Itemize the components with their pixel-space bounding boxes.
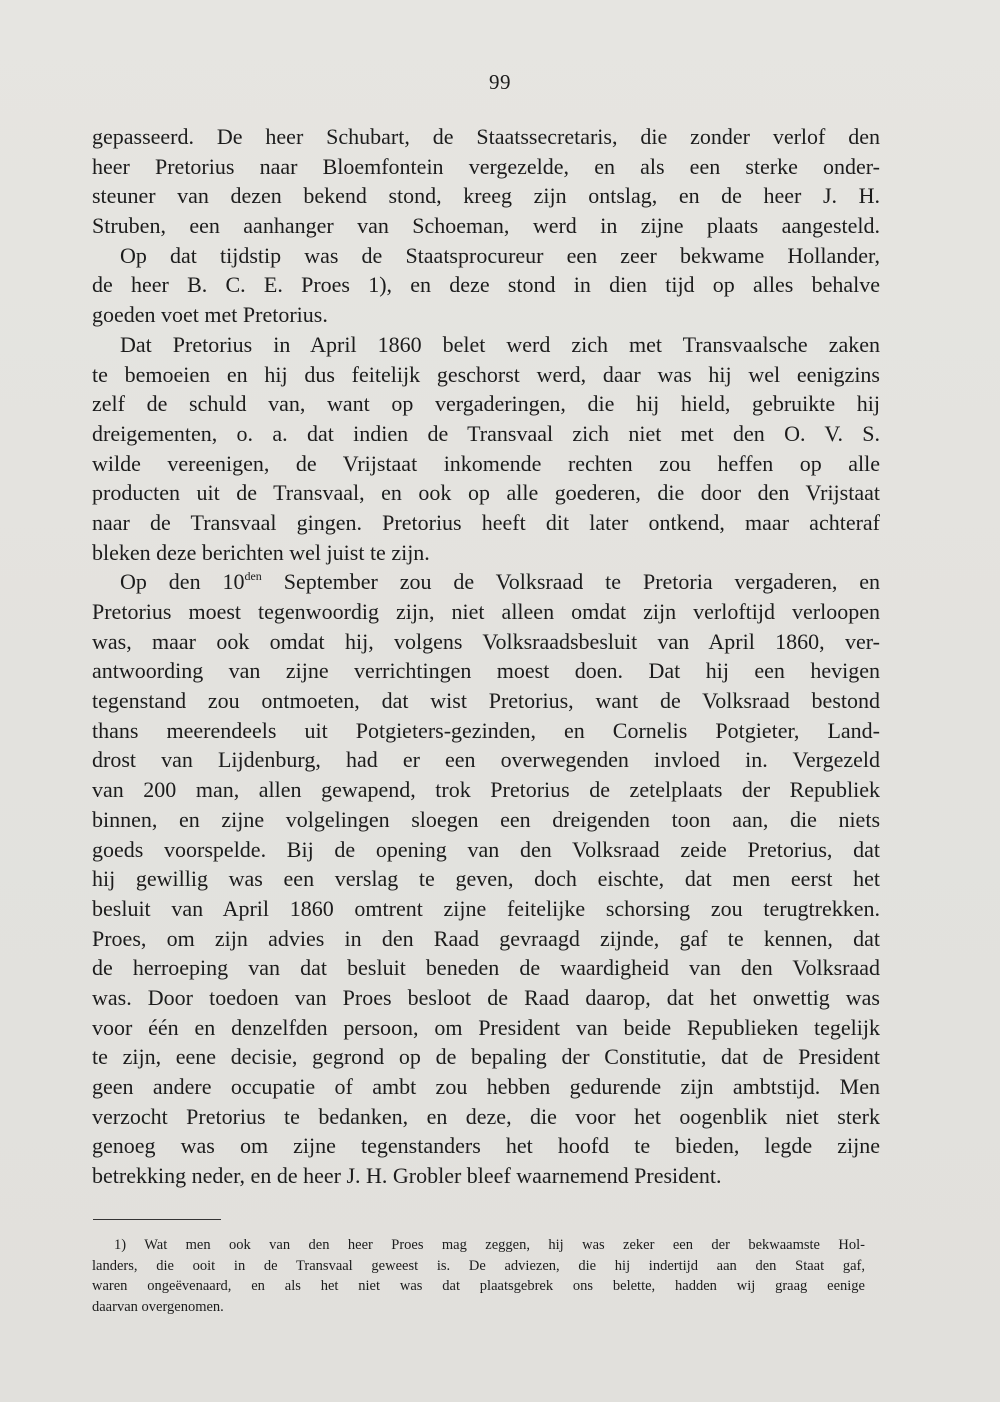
text-line: zelf de schuld van, want op vergaderingen, die hij hield, gebruikte hij [92, 391, 880, 417]
text-line: de heer B. C. E. Proes 1), en deze stond in dien tijd op alles behalve [92, 272, 880, 298]
text-line: tegenstand zou ontmoeten, dat wist Pretorius, want de Volksraad bestond [92, 688, 880, 714]
text-line: besluit van April 1860 omtrent zijne feitelijke schorsing zou terugtrekken. [92, 895, 880, 921]
paragraph-start-line [92, 567, 880, 597]
paragraph-start-line: Op dat tijdstip was de Staatsprocureur een zeer bekwame Hollander, [120, 242, 880, 268]
text-line: antwoording van zijne verrichtingen moest doen. Dat hij een hevigen [92, 658, 880, 684]
text-line: hij gewillig was een verslag te geven, doch eischte, dat men eerst het [92, 866, 880, 892]
paragraph-end-line: bleken deze berichten wel juist te zijn. [92, 539, 430, 565]
text-line: voor één en denzelfden persoon, om President van beide Republieken tegelijk [92, 1014, 880, 1040]
ordinal-superscript: den [244, 569, 262, 584]
text-line: was. Door toedoen van Proes besloot de Raad daarop, dat het onwettig was [92, 984, 880, 1010]
paragraph-end-line: betrekking neder, en de heer J. H. Grobler bleef waarnemend President. [92, 1163, 722, 1189]
body-text [92, 122, 880, 1191]
text-line: van 200 man, allen gewapend, trok Pretorius de zetelplaats der Republiek [92, 777, 880, 803]
text-line: te zijn, eene decisie, gegrond op de bepaling der Constitutie, dat de President [92, 1044, 880, 1070]
text-line: geen andere occupatie of ambt zou hebben gedurende zijn ambtstijd. Men [92, 1074, 880, 1099]
text-line: goeds voorspelde. Bij de opening van den Volksraad zeide Pretorius, dat [92, 836, 880, 862]
footnote-line: waren ongeëvenaard, en als het niet was dat plaatsgebrek ons belette, hadden wij graag eenige [92, 1278, 865, 1294]
footnote-line: 1) Wat men ook van den heer Proes mag zeggen, hij was zeker een der bekwaamste Hol- [114, 1237, 865, 1253]
text-line: Struben, een aanhanger van Schoeman, werd in zijne plaats aangesteld. [92, 213, 880, 239]
text-line: gepasseerd. De heer Schubart, de Staatssecretaris, die zonder verlof den [92, 124, 880, 149]
text-line: drost van Lijdenburg, had er een overwegenden invloed in. Vergezeld [92, 747, 880, 773]
text-line: was, maar ook omdat hij, volgens Volksraadsbesluit van April 1860, ver- [92, 628, 880, 654]
text-line: wilde vereenigen, de Vrijstaat inkomende rechten zou heffen op alle [92, 450, 880, 476]
text-line: genoeg was om zijne tegenstanders het hoofd te bieden, legde zijne [92, 1133, 880, 1159]
text-line: steuner van dezen bekend stond, kreeg zijn ontslag, en de heer J. H. [92, 183, 880, 209]
line-rest: September zou de Volksraad te Pretoria vergaderen, en [261, 569, 881, 595]
line-start: Op den 10 [120, 569, 245, 595]
paragraph-start-line: Dat Pretorius in April 1860 belet werd zich met Transvaalsche zaken [120, 331, 880, 357]
footnote-line: daarvan overgenomen. [92, 1298, 224, 1315]
footnote-divider [93, 1219, 221, 1220]
text-line: te bemoeien en hij dus feitelijk geschorst werd, daar was hij wel eenigzins [92, 361, 880, 387]
text-line: Proes, om zijn advies in den Raad gevraagd zijnde, gaf te kennen, dat [92, 925, 880, 951]
text-line: de herroeping van dat besluit beneden de waardigheid van den Volksraad [92, 955, 880, 981]
text-line: thans meerendeels uit Potgieters-gezinden, en Cornelis Potgieter, Land- [92, 717, 880, 743]
footnote [92, 1235, 865, 1317]
text-line: verzocht Pretorius te bedanken, en deze, die voor het oogenblik niet sterk [92, 1103, 880, 1129]
text-line: binnen, en zijne volgelingen sloegen een dreigenden toon aan, die niets [92, 806, 880, 832]
text-line: producten uit de Transvaal, en ook op alle goederen, die door den Vrijstaat [92, 480, 880, 506]
text-line: naar de Transvaal gingen. Pretorius heeft dit later ontkend, maar achteraf [92, 509, 880, 535]
page-number: 99 [489, 70, 511, 94]
text-line: heer Pretorius naar Bloemfontein vergezelde, en als een sterke onder- [92, 153, 880, 179]
text-line: dreigementen, o. a. dat indien de Transvaal zich niet met den O. V. S. [92, 420, 880, 446]
text-line: Pretorius moest tegenwoordig zijn, niet alleen omdat zijn verloftijd verloopen [92, 599, 880, 624]
paragraph-end-line: goeden voet met Pretorius. [92, 302, 328, 328]
footnote-line: landers, die ooit in de Transvaal geweest is. De adviezen, die hij indertijd aan den Staat gaf, [92, 1257, 865, 1274]
